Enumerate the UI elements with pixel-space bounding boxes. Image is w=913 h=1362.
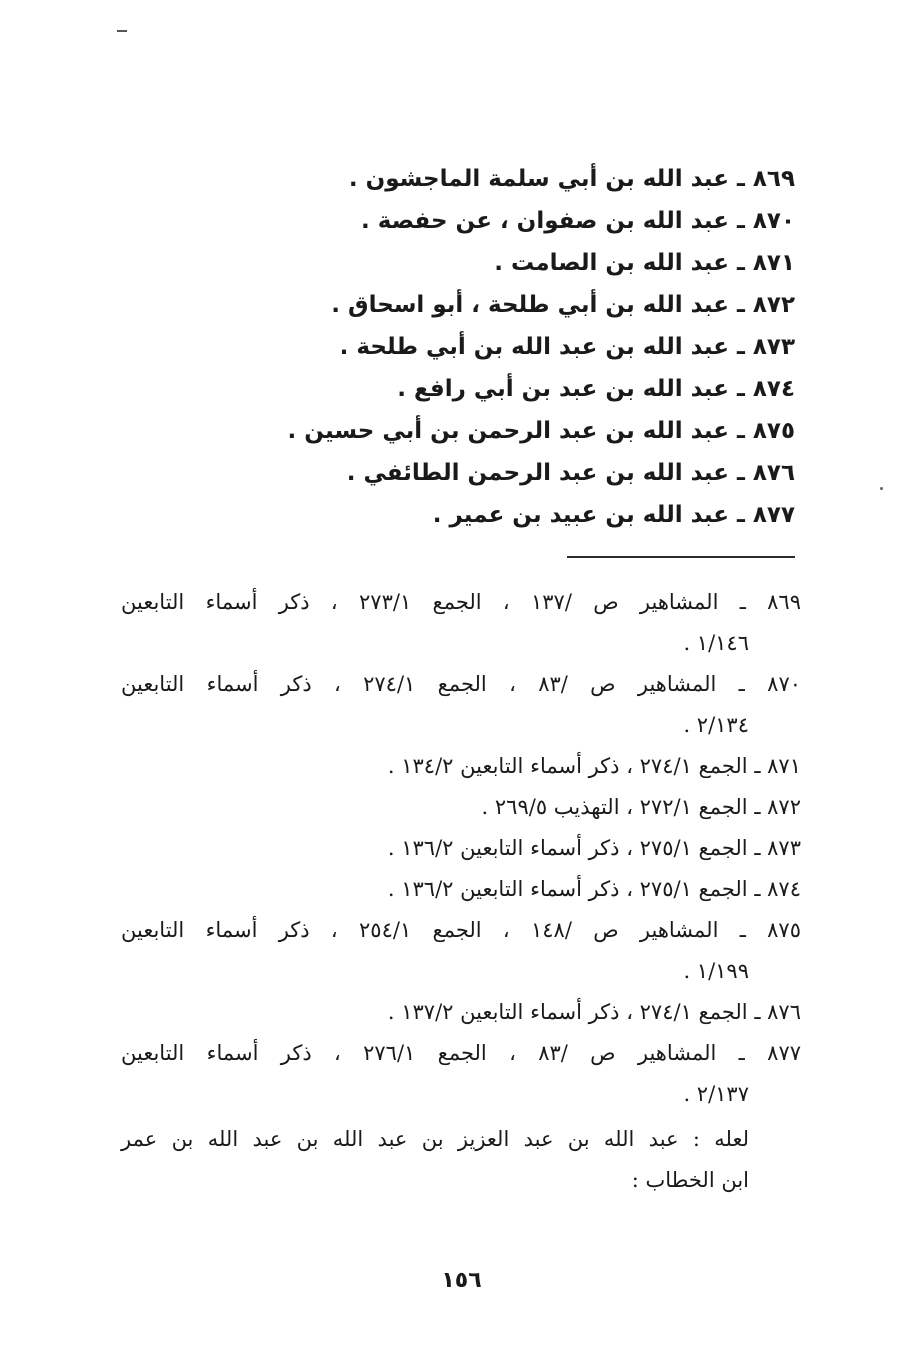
entries-list xyxy=(235,158,795,536)
footnote-line: ٨٧١ ـ الجمع ١‏/٢٧٤ ، ذكر أسماء التابعين ٢‏/١٣٤ . xyxy=(387,754,801,778)
entry-871: ٨٧١ ـ عبد الله بن الصامت . xyxy=(494,250,795,276)
page-number: ١٥٦ xyxy=(441,1268,482,1293)
footnote-870 xyxy=(121,664,801,746)
remark-line: لعله : عبد الله بن عبد العزيز بن عبد الله بن عبد الله بن عمر xyxy=(121,1127,749,1151)
entry-874: ٨٧٤ ـ عبد الله بن عبد بن أبي رافع . xyxy=(397,376,795,402)
footnotes xyxy=(121,582,801,1201)
entry-875: ٨٧٥ ـ عبد الله بن عبد الرحمن بن أبي حسين . xyxy=(287,418,795,444)
footnote-873 xyxy=(121,828,801,869)
footnote-line: ٨٧٦ ـ الجمع ١‏/٢٧٤ ، ذكر أسماء التابعين ٢‏/١٣٧ . xyxy=(387,1000,801,1024)
footnote-remark xyxy=(121,1119,801,1201)
footnote-line: ٨٧٠ ـ المشاهير ص ‎/٨٣ ، الجمع ١‏/٢٧٤ ، ذكر أسماء التابعين xyxy=(121,672,802,696)
footnote-divider xyxy=(567,556,795,558)
scan-mark xyxy=(117,30,127,32)
footnote-876 xyxy=(121,992,801,1033)
entry-876: ٨٧٦ ـ عبد الله بن عبد الرحمن الطائفي . xyxy=(346,460,795,486)
remark-continuation: ابن الخطاب : xyxy=(631,1168,749,1192)
entry-872: ٨٧٢ ـ عبد الله بن أبي طلحة ، أبو اسحاق . xyxy=(331,292,795,318)
footnote-line: ٨٧٥ ـ المشاهير ص ‎/١٤٨ ، الجمع ١‏/٢٥٤ ، ذكر أسماء التابعين xyxy=(121,918,801,942)
scan-dot xyxy=(880,487,883,490)
entry-873: ٨٧٣ ـ عبد الله بن عبد الله بن أبي طلحة . xyxy=(339,334,795,360)
footnote-line: ٨٧٧ ـ المشاهير ص ‎/٨٣ ، الجمع ١‏/٢٧٦ ، ذكر أسماء التابعين xyxy=(121,1041,802,1065)
footnote-877 xyxy=(121,1033,801,1115)
footnote-869 xyxy=(121,582,801,664)
footnote-872 xyxy=(121,787,801,828)
footnote-874 xyxy=(121,869,801,910)
footnote-line: ٨٧٤ ـ الجمع ١‏/٢٧٥ ، ذكر أسماء التابعين ٢‏/١٣٦ . xyxy=(387,877,801,901)
footnote-continuation: ٢/١٣٤ . xyxy=(683,713,749,737)
footnote-continuation: ١/١٤٦ . xyxy=(683,631,749,655)
footnote-continuation: ٢/١٣٧ . xyxy=(683,1082,749,1106)
footnote-875 xyxy=(121,910,801,992)
entry-869: ٨٦٩ ـ عبد الله بن أبي سلمة الماجشون . xyxy=(348,166,795,192)
footnote-line: ٨٧٣ ـ الجمع ١‏/٢٧٥ ، ذكر أسماء التابعين ٢‏/١٣٦ . xyxy=(387,836,801,860)
footnote-871 xyxy=(121,746,801,787)
footnote-line: ٨٦٩ ـ المشاهير ص ‎/١٣٧ ، الجمع ١‏/٢٧٣ ، ذكر أسماء التابعين xyxy=(121,590,801,614)
footnote-line: ٨٧٢ ـ الجمع ١‏/٢٧٢ ، التهذيب ٥‏/٢٦٩ . xyxy=(481,795,801,819)
entry-870: ٨٧٠ ـ عبد الله بن صفوان ، عن حفصة . xyxy=(361,208,795,234)
footnote-continuation: ١/١٩٩ . xyxy=(683,959,749,983)
entry-877: ٨٧٧ ـ عبد الله بن عبيد بن عمير . xyxy=(432,502,795,528)
